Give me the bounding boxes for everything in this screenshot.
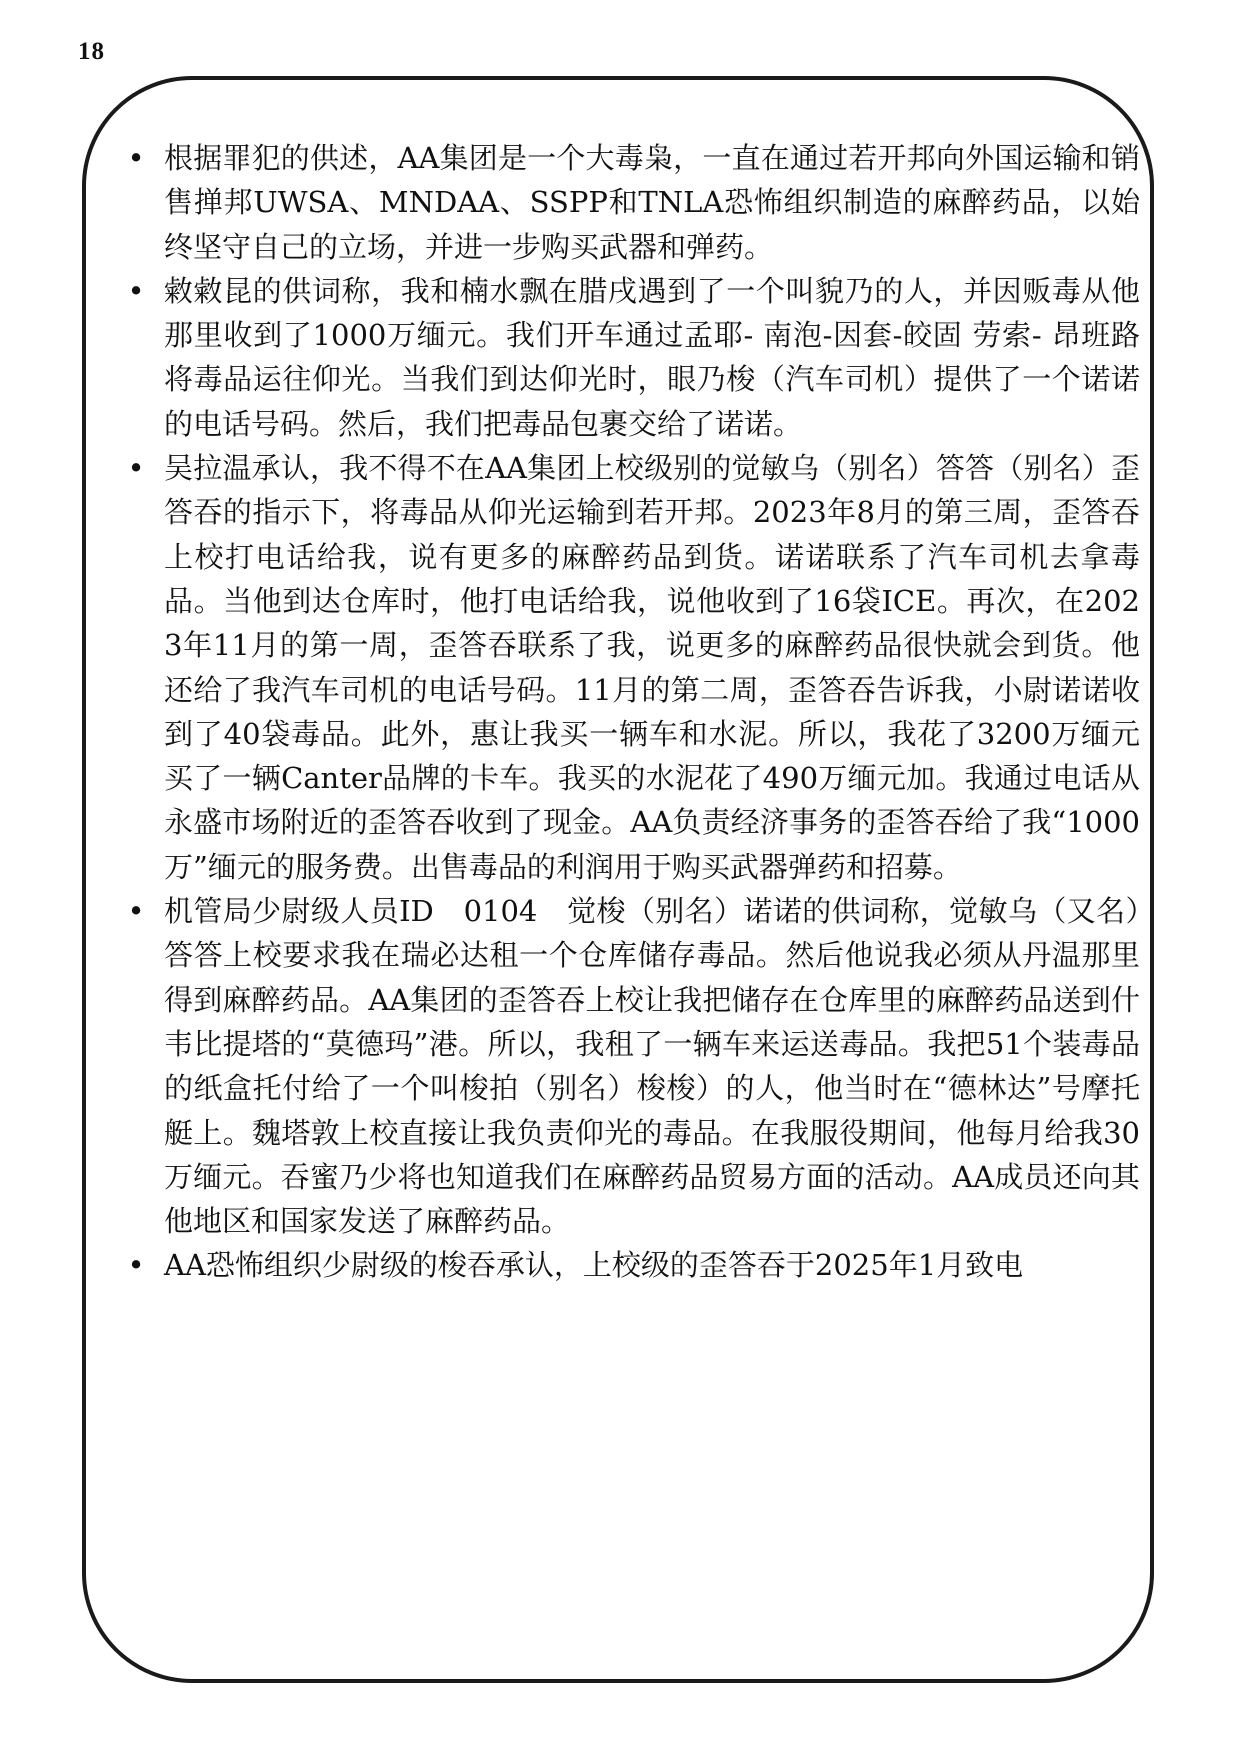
bullet-marker: •	[127, 1248, 145, 1283]
bullet-text: AA恐怖组织少尉级的梭吞承认，上校级的歪答吞于2025年1月致电	[164, 1248, 1024, 1283]
bullet-item-5	[124, 1243, 1140, 1287]
bullet-marker: •	[127, 894, 145, 929]
bullet-marker: •	[127, 273, 145, 308]
bullet-marker: •	[127, 141, 145, 175]
page-number: 18	[78, 38, 105, 65]
bullet-list	[124, 136, 1140, 1288]
bullet-text: 根据罪犯的供述，AA集团是一个大毒枭，一直在通过若开邦向外国运输和销售掸邦UWSA、MNDAA、SSPP和TNLA恐怖组织制造的麻醉药品，以始终坚守自己的立场，并进一步购买武器和弹药。	[164, 141, 1140, 264]
bullet-text: 吴拉温承认，我不得不在AA集团上校级别的觉敏乌（别名）答答（别名）歪答吞的指示下，将毒品从仰光运输到若开邦。2023年8月的第三周，歪答吞上校打电话给我，说有更多的麻醉药品到货。诺诺联系了汽车司机去拿毒品。当他到达仓库时，他打电话给我，说他收到了16袋ICE。再次，在2023年11月的第一周，歪答吞联系了我，说更多的麻醉药品很快就会到货。他还给了我汽车司机的电话号码。11月的第二周，歪答吞告诉我，小尉诺诺收到了40袋毒品。此外，惠让我买一辆车和水泥。所以，我花了3200万缅元买了一辆Canter品牌的卡车。我买的水泥花了490万缅元加。我通过电话从永盛市场附近的歪答吞收到了现金。AA负责经济事务的歪答吞给了我“1000万”缅元的服务费。出售毒品的利润用于购买武器弹药和招募。	[164, 451, 1140, 884]
bullet-text: 机管局少尉级人员ID 0104 觉梭（别名）诺诺的供词称，觉敏乌（又名）答答上校要求我在瑞必达租一个仓库储存毒品。然后他说我必须从丹温那里得到麻醉药品。AA集团的歪答吞上校让我把储存在仓库里的麻醉药品送到什韦比提塔的“莫德玛”港。所以，我租了一辆车来运送毒品。我把51个装毒品的纸盒托付给了一个叫梭拍（别名）梭梭）的人，他当时在“德林达”号摩托艇上。魏塔敦上校直接让我负责仰光的毒品。在我服役期间，他每月给我30万缅元。吞蜜乃少将也知道我们在麻醉药品贸易方面的活动。AA成员还向其他地区和国家发送了麻醉药品。	[164, 894, 1140, 1239]
document-body	[124, 136, 1140, 1288]
bullet-item-3	[124, 446, 1140, 889]
bullet-item-2	[124, 269, 1140, 446]
bullet-text: 敹敹昆的供词称，我和楠水飘在腊戌遇到了一个叫貌乃的人，并因贩毒从他那里收到了1000万缅元。我们开车通过孟耶- 南泡-因套-皎固 劳索- 昂班路将毒品运往仰光。当我们到达仰光时，眼乃梭（汽车司机）提供了一个诺诺的电话号码。然后，我们把毒品包裹交给了诺诺。	[164, 273, 1140, 441]
bullet-item-1	[124, 136, 1140, 269]
bullet-item-4	[124, 889, 1140, 1243]
bullet-marker: •	[127, 451, 145, 486]
